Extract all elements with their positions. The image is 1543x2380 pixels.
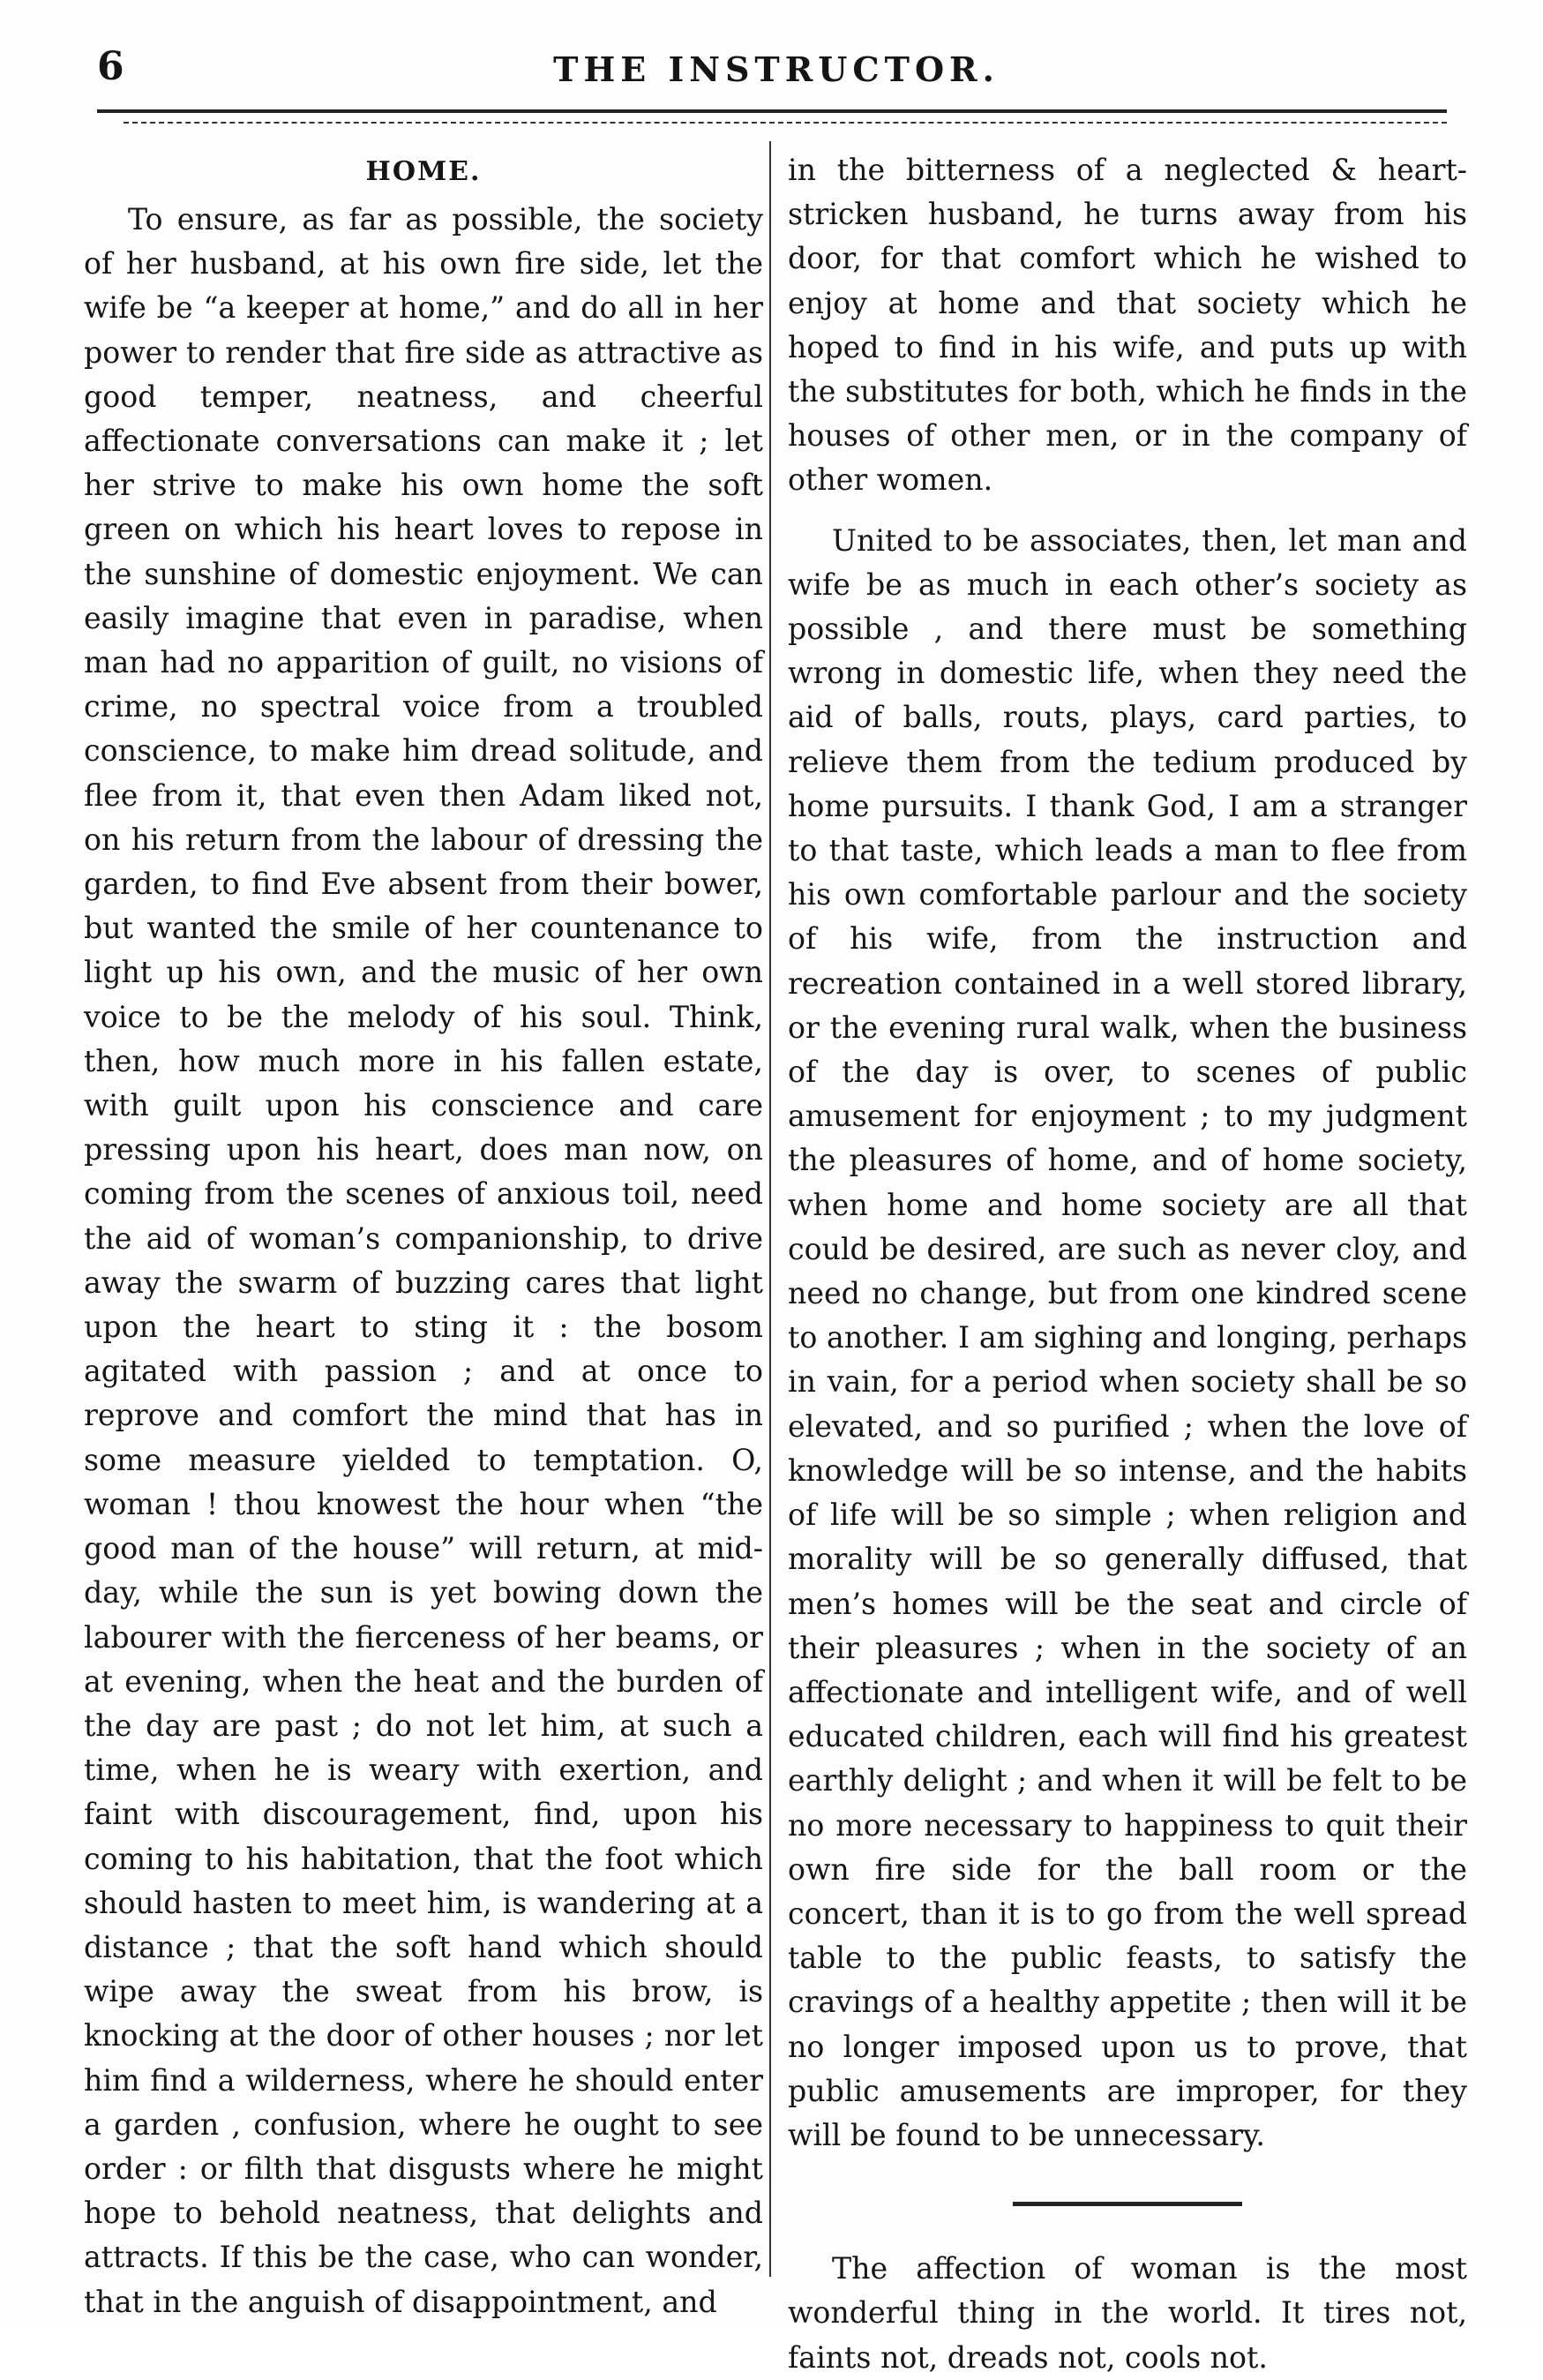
article-title: HOME.	[365, 156, 482, 187]
page-number: 6	[97, 44, 124, 89]
page-header	[88, 42, 1464, 104]
column-divider	[769, 141, 771, 2277]
running-title: THE INSTRUCTOR.	[553, 49, 1000, 89]
article-paragraph-1-part-2: in the bitterness of a neglected & heart-stricken husband, he turns away from his door, for that comfort which he wished to enjoy at home and that society which he hoped to find in his wife, and puts up with the substitutes for both, which he finds in the houses of other men, or in the company of other women.	[788, 153, 1467, 498]
article-paragraph-1-part-1: To ensure, as far as possible, the society of her husband, at his own fire side, let the wife be “a keeper at home,” and do all in her power to render that fire side as attractive as good temper, neatness, and cheerful affectionate conversations can make it ; let her strive to make his own home the soft green on which his heart loves to repose in the sunshine of domestic enjoyment. We can easily imagine that even in paradise, when man had no apparition of guilt, no visions of crime, no spectral voice from a troubled conscience, to make him dread solitude, and flee from it, that even then Adam liked not, on his return from the labour of dressing the garden, to find Eve absent from their bower, but wanted the smile of her countenance to light up his own, and the music of her own voice to be the melody of his soul. Think, then, how much more in his fallen estate, with guilt upon his conscience and care pressing upon his heart, does man now, on coming from the scenes of anxious toil, need the aid of woman’s companionship, to drive away the swarm of buzzing cares that light upon the heart to sting it : the bosom agitated with passion ; and at once to reprove and comfort the mind that has in some measure yielded to temptation. O, woman ! thou knowest the hour when “the good man of the house” will return, at mid-day, while the sun is yet bowing down the labourer with the fierceness of her beams, or at evening, when the heat and the burden of the day are past ; do not let him, at such a time, when he is weary with exertion, and faint with discouragement, find, upon his coming to his habitation, that the foot which should hasten to meet him, is wandering at a distance ; that the soft hand which should wipe away the sweat from his brow, is knocking at the door of other houses ; nor let him find a wilderness, where he should enter a garden , confusion, where he ought to see order : or filth that disgusts where he might hope to behold neatness, that delights and attracts. If this be the case, who can wonder, that in the anguish of disappointment, and	[84, 202, 763, 2319]
right-column	[788, 148, 1467, 2380]
header-rule	[97, 109, 1447, 113]
article-paragraph-2: United to be associates, then, let man and wife be as much in each other’s society as possible , and there must be something wrong in domestic life, when they need the aid of balls, routs, plays, card parties, to relieve them from the tedium produced by home pursuits. I thank God, I am a stranger to that taste, which leads a man to flee from his own comfortable parlour and the society of his wife, from the instruction and recreation contained in a well stored library, or the evening rural walk, when the business of the day is over, to scenes of public amusement for enjoyment ; to my judgment the pleasures of home, and of home society, when home and home society are all that could be desired, are such as never cloy, and need no change, but from one kindred scene to another. I am sighing and longing, perhaps in vain, for a period when society shall be so elevated, and so purified ; when the love of knowledge will be so intense, and the habits of life will be so simple ; when religion and morality will be so generally diffused, that men’s homes will be the seat and circle of their pleasures ; when in the society of an affectionate and intelligent wife, and of well educated children, each will find his greatest earthly delight ; and when it will be felt to be no more necessary to happiness to quit their own fire side for the ball room or the concert, than it is to go from the well spread table to the public feasts, to satisfy the cravings of a healthy appetite ; then will it be no longer imposed upon us to prove, that public amusements are improper, for they will be found to be unnecessary.	[788, 522, 1467, 2152]
affection-paragraph: The affection of woman is the most wonderful thing in the world. It tires not, faints not, dreads not, cools not.	[788, 2251, 1467, 2375]
left-column	[84, 150, 763, 2324]
section-divider	[1013, 2202, 1242, 2206]
header-rule-dashed	[124, 122, 1447, 124]
